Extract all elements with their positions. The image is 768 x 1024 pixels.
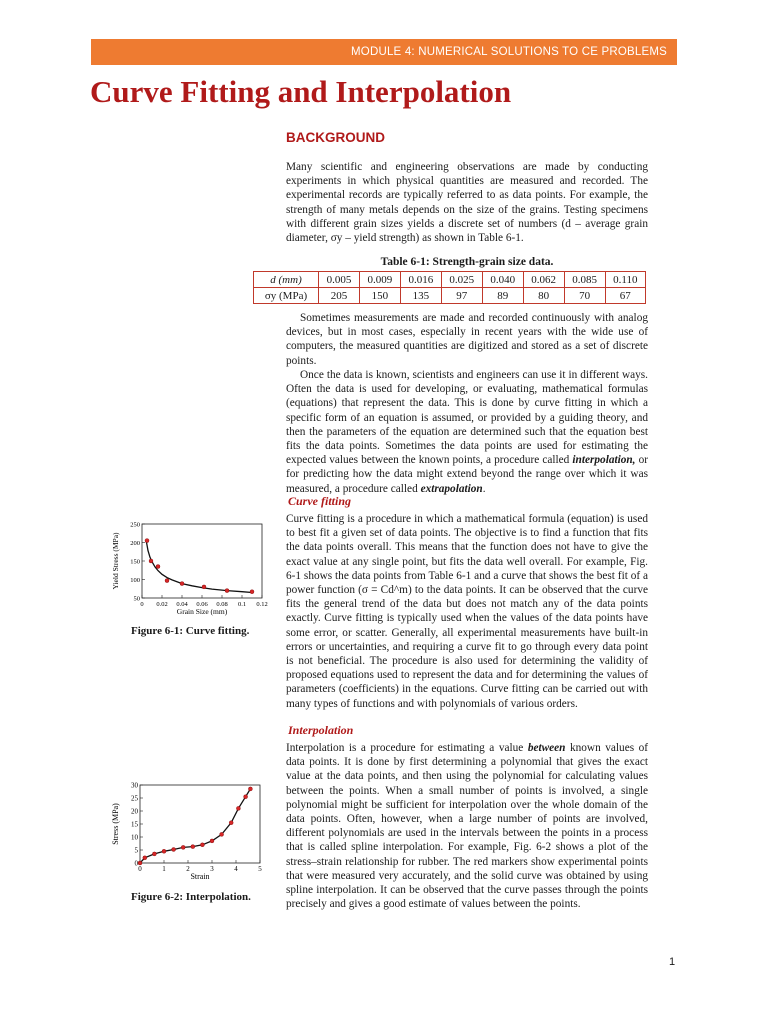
row-label-d: d (mm) (254, 272, 319, 288)
data-point (138, 861, 142, 865)
table-cell: 0.005 (319, 272, 360, 288)
y-tick-label: 10 (131, 833, 138, 842)
x-tick-label: 0.04 (176, 601, 188, 608)
page-number: 1 (669, 956, 676, 968)
y-tick-label: 25 (131, 794, 138, 803)
data-point (225, 589, 229, 593)
table-cell: 0.016 (400, 272, 441, 288)
fit-curve (146, 540, 252, 593)
data-point (191, 845, 195, 849)
x-tick-label: 4 (234, 865, 238, 873)
x-axis-label: Strain (190, 872, 210, 881)
data-point (250, 590, 254, 594)
figure-6-1-caption: Figure 6-1: Curve fitting. (131, 625, 250, 637)
data-point (152, 852, 156, 856)
spline-curve (140, 789, 250, 863)
table-cell: 0.009 (359, 272, 400, 288)
table-cell: 150 (359, 288, 400, 304)
y-tick-label: 20 (131, 807, 138, 816)
data-point (229, 821, 233, 825)
data-point (172, 847, 176, 851)
figure-6-2-caption: Figure 6-2: Interpolation. (131, 891, 251, 903)
y-tick-label: 0 (134, 859, 138, 868)
data-point (156, 565, 160, 569)
data-point (210, 839, 214, 843)
data-point (244, 795, 248, 799)
table-row-d (254, 272, 646, 288)
x-tick-label: 0 (140, 601, 144, 608)
page-title: Curve Fitting and Interpolation (90, 74, 512, 109)
y-tick-label: 5 (134, 846, 138, 855)
figure-6-2-chart (110, 780, 270, 888)
table-cell: 0.062 (523, 272, 564, 288)
table-cell: 205 (319, 288, 360, 304)
term-between: between (527, 742, 566, 754)
interpolation-paragraph: Interpolation is a procedure for estimating a value between known values of data points. It is done by first determining a polynomial that gives the exact value at the data points, and then using the polynomial for calculating values between the points. When a small number of points is involved, a single polynomial might be sufficient for interpolation over the whole domain of the data points. Often, however, when a large number of points are involved, different polynomials are used in the intervals between the points in a process that is called spline interpolation. For example, Fig. 6-2 shows a plot of the stress–strain relationship for rubber. The red markers show experimental points that were measured very accurately, and the solid curve was obtained by using spline interpolation. It can be observed that the curve passes through the points precisely and gives a good estimate of values between the points. (286, 742, 649, 911)
interpolation-heading: Interpolation (288, 723, 354, 737)
strength-grain-table (253, 271, 646, 304)
curve-fitting-heading: Curve fitting (288, 494, 352, 508)
data-point (202, 585, 206, 589)
plot-frame (140, 785, 260, 863)
table-cell: 67 (605, 288, 645, 304)
data-point (220, 832, 224, 836)
y-axis-label: Yield Stress (MPa) (111, 532, 120, 590)
term-extrapolation: extrapolation (420, 482, 483, 495)
y-tick-label: 200 (130, 540, 140, 547)
curve-fitting-paragraph: Curve fitting is a procedure in which a mathematical formula (equation) is used to best fit a given set of data points. The objective is to find a function that fits the data points overall. This means that the function does not have to give the exact value at any single point, but fits the data well overall. For example, Fig. 6-1 shows the data points from Table 6-1 and a curve that shows the best fit of a power function (σ = Cd^m) to the data points. It can be observed that the curve fits the general trend of the data but does not match any of the data points exactly. Curve fitting is typically used when the values of the data points have some error, or scatter. Generally, all experimental measurements have built-in errors or uncertainties, and requiring a curve fit to go through every data point is not beneficial. The procedure is also used for determining the validity of proposed equations used to represent the data and for determining the values of parameters (coefficients) in the equations. Curve fitting can be carried out with many types of functions and with polynomials of various orders. (286, 513, 648, 710)
data-point (236, 806, 240, 810)
background-paragraph-1: Many scientific and engineering observations are made by conducting experiments in which physical quantities are measured and recorded. The experimental records are typically referred to as data points. For example, the strength of many metals depends on the size of the grains. Testing specimens with different grain sizes yields a discrete set of numbers (d – average grain diameter, σy – yield strength) as shown in Table 6-1. (286, 161, 648, 245)
row-label-sigma: σy (MPa) (254, 288, 319, 304)
figure-6-1-chart (110, 518, 282, 620)
table-cell: 0.110 (605, 272, 645, 288)
data-point (145, 539, 149, 543)
x-tick-label: 3 (210, 865, 214, 873)
background-paragraph-2: Sometimes measurements are made and recorded continuously with analog devices, but in most cases, especially in recent years with the wide use of computers, the measured quantities are digitized and stored as a set of discrete points. (286, 312, 648, 367)
x-tick-label: 0 (138, 865, 142, 873)
x-tick-label: 0.1 (237, 601, 247, 608)
data-point (162, 849, 166, 853)
table-row-sigma (254, 288, 646, 304)
x-tick-label: 0.12 (256, 601, 268, 608)
table-cell: 0.085 (564, 272, 605, 288)
x-tick-label: 5 (258, 865, 262, 873)
y-tick-label: 100 (130, 577, 140, 584)
data-point (248, 787, 252, 791)
data-point (165, 579, 169, 583)
table-cell: 97 (441, 288, 482, 304)
y-tick-label: 15 (131, 820, 138, 829)
data-point (143, 856, 147, 860)
table-caption: Table 6-1: Strength-grain size data. (380, 256, 554, 268)
data-point (180, 582, 184, 586)
module-title: MODULE 4: NUMERICAL SOLUTIONS TO CE PROBLEMS (351, 46, 667, 58)
term-interpolation: interpolation, (572, 454, 636, 467)
table-cell: 70 (564, 288, 605, 304)
data-point (149, 559, 153, 563)
y-tick-label: 50 (133, 595, 140, 603)
data-point (181, 845, 185, 849)
table-cell: 135 (400, 288, 441, 304)
y-tick-label: 30 (131, 781, 138, 790)
y-tick-label: 150 (130, 558, 140, 566)
x-tick-label: 0.08 (216, 601, 228, 608)
x-tick-label: 2 (186, 865, 190, 873)
table-cell: 0.025 (441, 272, 482, 288)
x-tick-label: 0.02 (156, 601, 168, 608)
x-tick-label: 1 (162, 865, 166, 873)
y-tick-label: 250 (130, 521, 140, 529)
x-tick-label: 0.06 (196, 601, 208, 608)
table-cell: 80 (523, 288, 564, 304)
data-point (200, 843, 204, 847)
y-axis-label: Stress (MPa) (111, 803, 120, 845)
background-paragraph-3: Once the data is known, scientists and engineers can use it in different ways. Often the data is used for developing, or evaluating, mathematical formulas (equations) that represent the data. This is done by curve fitting in which a specific form of an equation is assumed, or provided by a guiding theory, and then the parameters of the equation are determined such that the equation best fits the data points. Sometimes the data points are used for estimating the expected values between the known points, a procedure called interpolation, or for predicting how the data might extend beyond the range over which it was measured, a procedure called extrapolation. (286, 369, 649, 495)
table-cell: 89 (482, 288, 523, 304)
x-axis-label: Grain Size (mm) (176, 607, 228, 616)
module-banner (91, 39, 677, 65)
background-heading: BACKGROUND (286, 130, 385, 145)
table-cell: 0.040 (482, 272, 523, 288)
